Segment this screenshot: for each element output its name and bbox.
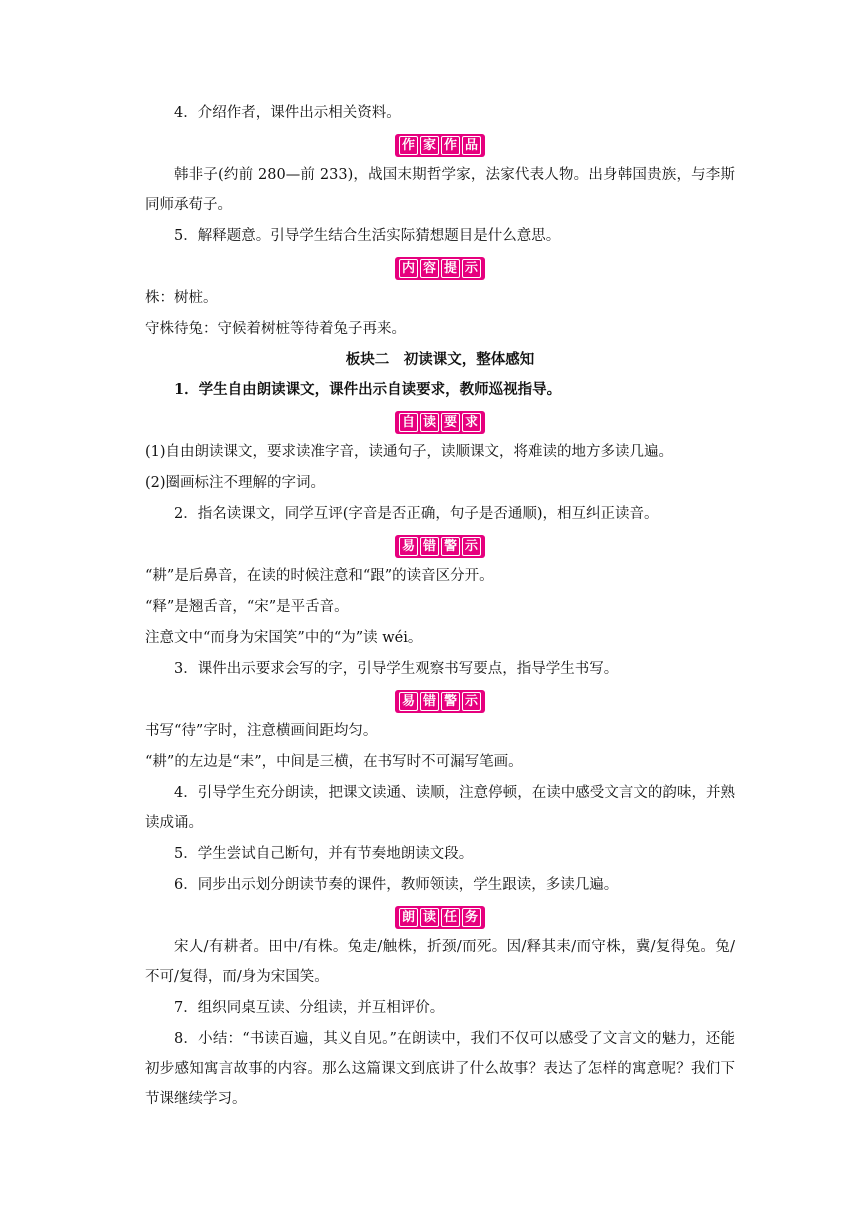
item5-title: 5．解释题意。引导学生结合生活实际猜想题目是什么意思。 <box>174 228 561 244</box>
warning-line: “释”是翘舌音，“宋”是平舌音。 <box>145 599 349 615</box>
label-char: 提 <box>441 259 460 278</box>
selfread-line: (2)圈画标注不理解的字词。 <box>145 475 326 491</box>
label-char: 作 <box>399 136 418 155</box>
label-char: 要 <box>441 413 460 432</box>
label-char: 家 <box>420 136 439 155</box>
reading-task-text: 宋人/有耕者。田中/有株。兔走/触株，折颈/而死。因/释其耒/而守株，冀/复得兔。兔/不可/复得，而/身为宋国笑。 <box>145 939 735 985</box>
label-content-tips <box>145 253 735 281</box>
label-char: 示 <box>462 259 481 278</box>
s2-item8: 8．小结：“书读百遍，其义自见。”在朗读中，我们不仅可以感受了文言文的魅力，还能初步感知寓言故事的内容。那么这篇课文到底讲了什么故事？表达了怎样的寓意呢？我们下节课继续学习。 <box>145 1031 735 1107</box>
label-char: 求 <box>462 413 481 432</box>
label-char: 示 <box>462 692 481 711</box>
label-char: 警 <box>441 537 460 556</box>
label-char: 容 <box>420 259 439 278</box>
warning-line: 注意文中“而身为宋国笑”中的“为”读 wéi。 <box>145 630 423 646</box>
s2-item3: 3．课件出示要求会写的字，引导学生观察书写要点，指导学生书写。 <box>174 661 619 677</box>
s2-item2: 2．指名读课文，同学互评(字音是否正确，句子是否通顺)，相互纠正读音。 <box>174 506 659 522</box>
s2-item1: 1．学生自由朗读课文，课件出示自读要求，教师巡视指导。 <box>174 381 562 398</box>
warning-line: “耕”是后鼻音，在读的时候注意和“跟”的读音区分开。 <box>145 568 494 584</box>
label-char: 示 <box>462 537 481 556</box>
s2-item6: 6．同步出示划分朗读节奏的课件，教师领读，学生跟读，多读几遍。 <box>174 877 619 893</box>
section-title: 板块二 初读课文，整体感知 <box>345 351 535 368</box>
author-text: 韩非子(约前 280—前 233)，战国末期哲学家，法家代表人物。出身韩国贵族，与李斯同师承荀子。 <box>145 167 735 213</box>
label-char: 自 <box>399 413 418 432</box>
label-char: 品 <box>462 136 481 155</box>
label-char: 错 <box>420 692 439 711</box>
s2-item7: 7．组织同桌互读、分组读，并互相评价。 <box>174 1000 445 1016</box>
label-char: 内 <box>399 259 418 278</box>
label-author-works <box>145 130 735 158</box>
label-char: 易 <box>399 537 418 556</box>
warning-line: “耕”的左边是“耒”，中间是三横，在书写时不可漏写笔画。 <box>145 754 523 770</box>
label-warning-1 <box>145 531 735 559</box>
label-char: 朗 <box>399 908 418 927</box>
document-page <box>145 98 735 1115</box>
label-char: 读 <box>420 908 439 927</box>
content-line: 株：树桩。 <box>145 290 218 306</box>
label-warning-2 <box>145 686 735 714</box>
warning-line: 书写“待”字时，注意横画间距均匀。 <box>145 723 378 739</box>
label-char: 易 <box>399 692 418 711</box>
s2-item5: 5．学生尝试自己断句，并有节奏地朗读文段。 <box>174 846 474 862</box>
content-line: 守株待兔：守候着树桩等待着兔子再来。 <box>145 321 406 337</box>
label-char: 任 <box>441 908 460 927</box>
s2-item4: 4．引导学生充分朗读，把课文读通、读顺，注意停顿，在读中感受文言文的韵味，并熟读成诵。 <box>145 785 735 831</box>
label-char: 务 <box>462 908 481 927</box>
label-char: 作 <box>441 136 460 155</box>
label-char: 读 <box>420 413 439 432</box>
label-char: 警 <box>441 692 460 711</box>
selfread-line: (1)自由朗读课文，要求读准字音，读通句子，读顺课文，将难读的地方多读几遍。 <box>145 444 674 460</box>
label-self-read <box>145 407 735 435</box>
label-reading-task <box>145 902 735 930</box>
label-char: 错 <box>420 537 439 556</box>
item4-intro: 4．介绍作者，课件出示相关资料。 <box>174 105 401 121</box>
